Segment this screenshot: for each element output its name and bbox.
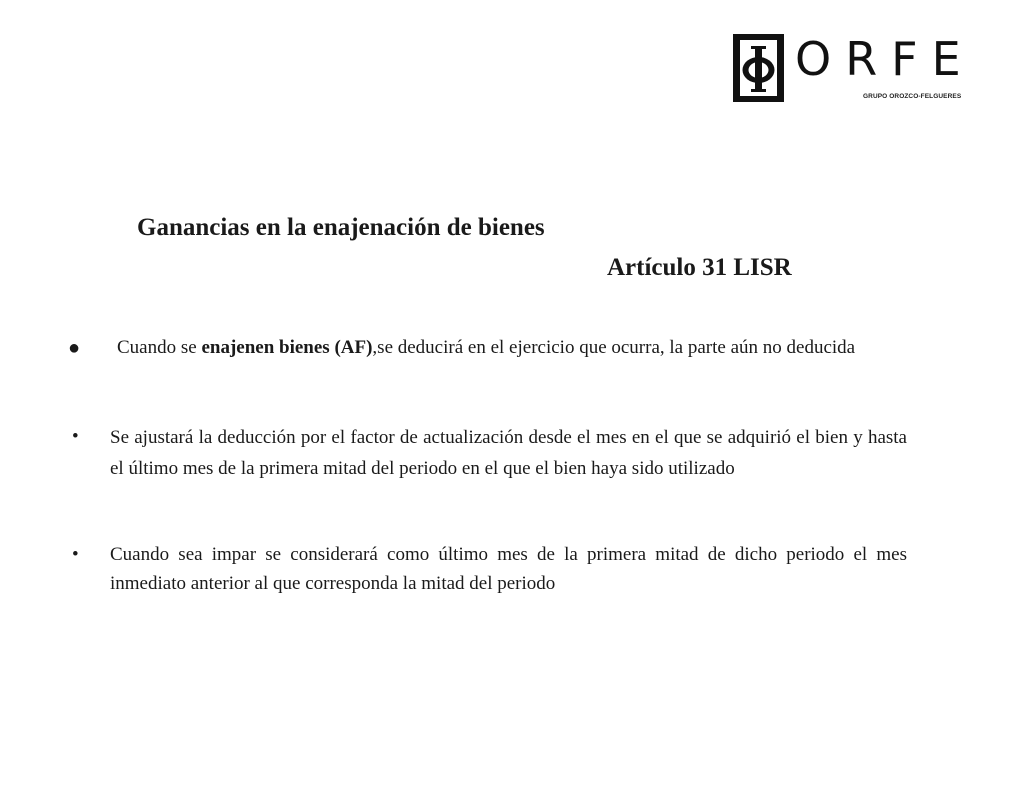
bullet-bold-segment: enajenen bienes (201, 337, 330, 358)
orfe-logo (733, 32, 975, 104)
bullet-text-3: Cuando sea impar se considerará como último mes de la primera mitad de dicho periodo el mes inmediato anterior al que corresponda la mitad del periodo (110, 544, 907, 594)
bullet-text-2: Se ajustará la deducción por el factor de actualización desde el mes en el que se adquirió el bien y hasta el último mes de la primera mitad del periodo en el que el bien haya sido utilizado (110, 427, 907, 479)
orfe-phi-logo-icon (733, 34, 784, 102)
logo-subtitle: GRUPO OROZCO-FELGUERES (863, 93, 962, 100)
bullet-text-segment: ,se deducirá en el ejercicio que ocurra, la parte aún no deducida (372, 337, 856, 358)
logo-wordmark: ORFE (795, 32, 975, 86)
bullet-marker-icon: • (72, 426, 79, 447)
bullet-text-segment: ( (329, 337, 341, 358)
bullet-text-segment: Cuando se (117, 337, 202, 358)
bullet-text-1 (117, 335, 904, 361)
bullet-marker-icon: ● (68, 337, 81, 359)
bullet-marker-icon: • (72, 544, 79, 565)
page-subtitle: Artículo 31 LISR (607, 254, 792, 281)
page-title: Ganancias en la enajenación de bienes (137, 214, 545, 241)
bullet-bold-segment: AF) (340, 337, 373, 358)
